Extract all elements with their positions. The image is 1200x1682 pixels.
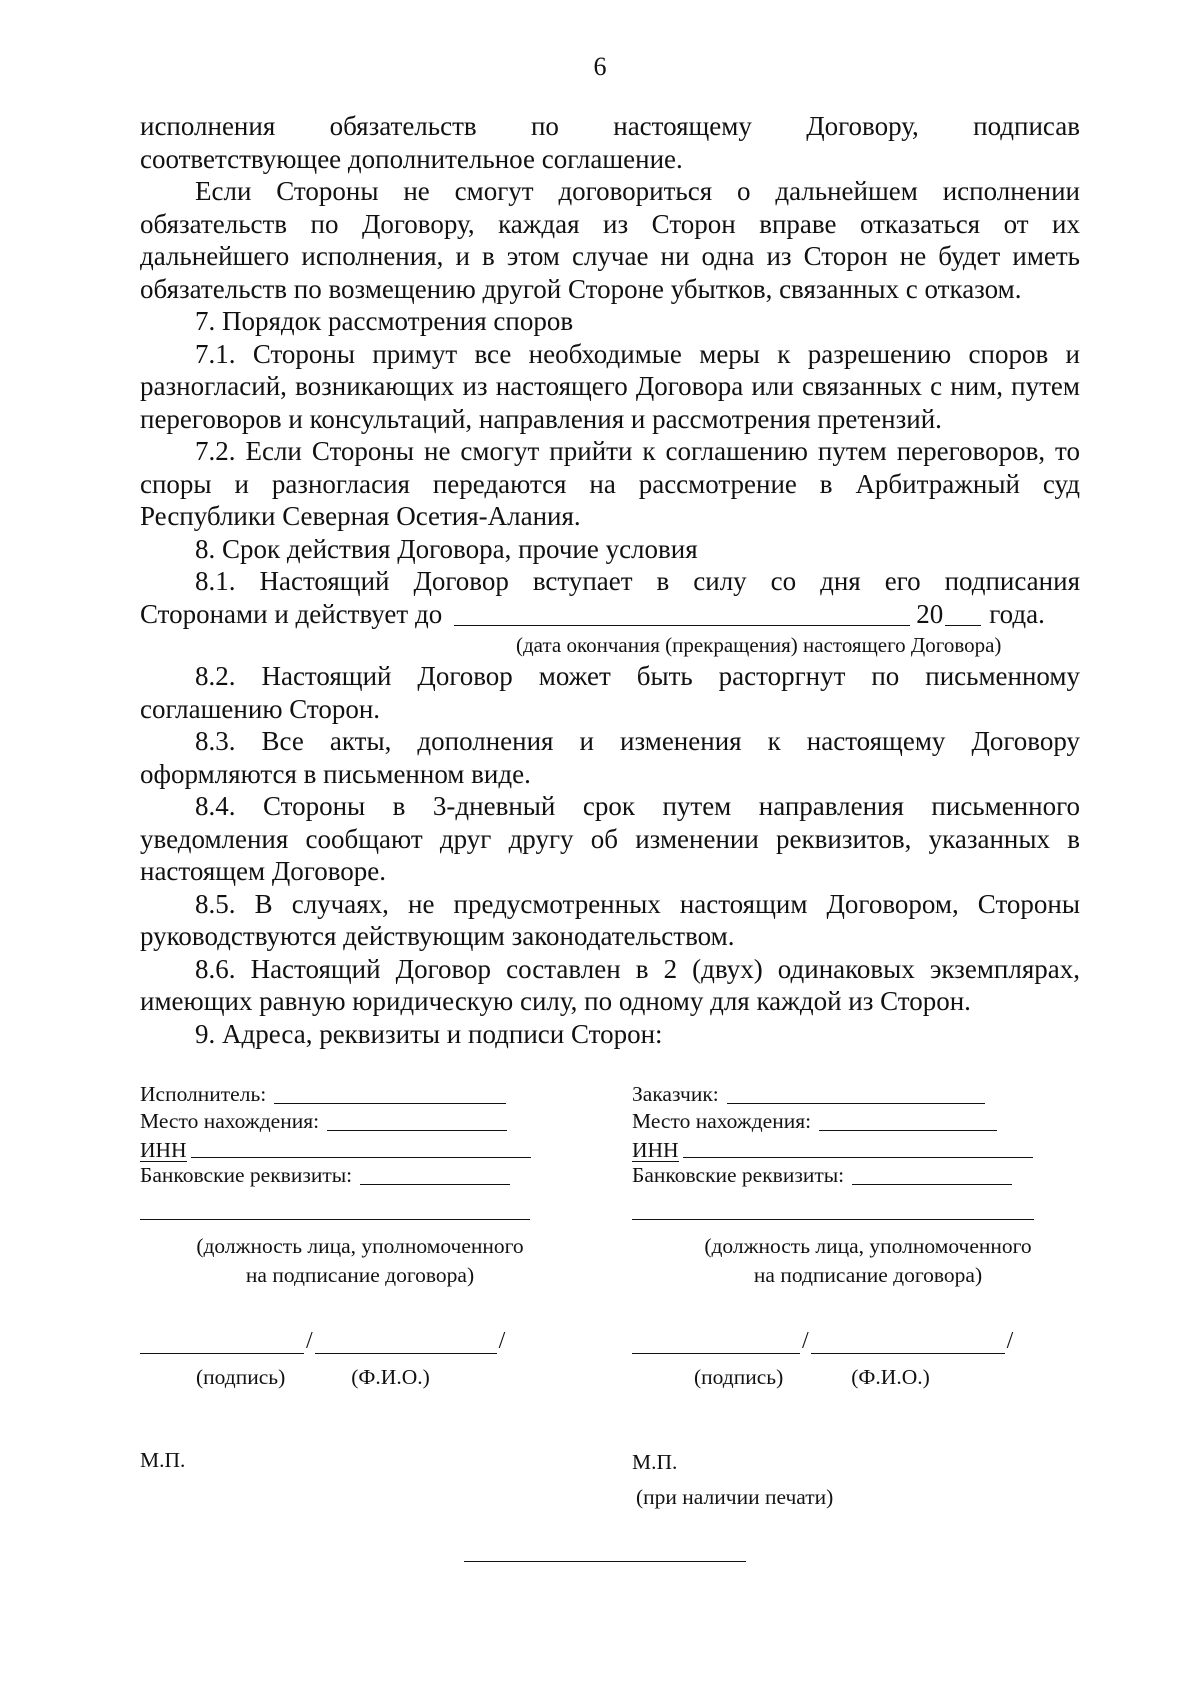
word: обязательств bbox=[329, 111, 477, 141]
page-number: 6 bbox=[593, 52, 607, 81]
clause-8-1-line1: 8.1. Настоящий Договор вступает в силу со дня его подписания bbox=[195, 566, 1080, 596]
executor-bank-row bbox=[140, 1162, 580, 1189]
until-label: Сторонами и действует до bbox=[140, 598, 443, 629]
year-suffix: года. bbox=[989, 598, 1045, 629]
executor-inn-row bbox=[140, 1135, 580, 1162]
customer-position-caption-line2: на подписание договора) bbox=[753, 1263, 983, 1287]
executor-stamp-label: М.П. bbox=[140, 1448, 186, 1472]
slash: / bbox=[1006, 1328, 1014, 1354]
clause-8-3: 8.3. Все акты, дополнения и изменения к настоящему Договору оформляются в письменном виде. bbox=[140, 726, 1080, 789]
clause-8-4: 8.4. Стороны в 3-дневный срок путем направления письменного уведомления сообщают друг другу об изменении реквизитов, указанных в настоящем Договоре. bbox=[140, 791, 1080, 886]
customer-name-blank[interactable] bbox=[727, 1083, 985, 1104]
section-9-title: 9. Адреса, реквизиты и подписи Сторон: bbox=[195, 1018, 663, 1049]
paragraph-continuation-line2: соответствующее дополнительное соглашение. bbox=[140, 143, 683, 174]
word: по bbox=[530, 111, 559, 141]
executor-location-row bbox=[140, 1108, 580, 1135]
end-date-blank[interactable] bbox=[454, 601, 910, 626]
executor-location-blank[interactable] bbox=[327, 1110, 507, 1131]
customer-name-row bbox=[632, 1081, 1072, 1108]
customer-signature-block bbox=[632, 1081, 1072, 1511]
customer-bank-label: Банковские реквизиты: bbox=[632, 1163, 845, 1187]
slash: / bbox=[802, 1328, 809, 1354]
clause-8-6: 8.6. Настоящий Договор составлен в 2 (двух) одинаковых экземплярах, имеющих равную юридическую силу, по одному для каждой из Сторон. bbox=[140, 953, 1080, 1016]
clause-8-1-until-row bbox=[140, 598, 1080, 631]
clause-7-1: 7.1. Стороны примут все необходимые меры к разрешению споров и разногласий, возникающих из настоящего Договора или связанных с ним, путем переговоров и консультаций, направления и рассмотрения претензий. bbox=[140, 338, 1080, 434]
word: исполнения bbox=[140, 111, 276, 141]
word: Договору, bbox=[806, 111, 919, 141]
executor-name-blank[interactable] bbox=[274, 1083, 506, 1104]
customer-location-blank[interactable] bbox=[819, 1110, 997, 1131]
executor-signature-blank[interactable] bbox=[140, 1327, 304, 1354]
paragraph-refusal: Если Стороны не смогут договориться о дальнейшем исполнении обязательств по Договору, каждая из Сторон вправе отказаться от их дальнейшего исполнения, и в этом случае ни одна из Сторон не будет иметь обязательств по возмещению другой Стороне убытков, связанных с отказом. bbox=[140, 176, 1080, 304]
contract-body bbox=[140, 110, 1080, 1050]
executor-signature-block bbox=[140, 1081, 580, 1474]
customer-fio-blank[interactable] bbox=[811, 1327, 1005, 1354]
executor-fio-blank[interactable] bbox=[315, 1327, 497, 1354]
customer-inn-blank[interactable] bbox=[683, 1137, 1033, 1158]
executor-bank-label: Банковские реквизиты: bbox=[140, 1163, 353, 1187]
customer-stamp-label: М.П. bbox=[632, 1450, 678, 1474]
executor-label: Исполнитель: bbox=[140, 1082, 267, 1106]
customer-label: Заказчик: bbox=[632, 1082, 719, 1106]
customer-position-caption bbox=[632, 1232, 1104, 1290]
customer-position-caption-line1: (должность лица, уполномоченного bbox=[704, 1234, 1032, 1258]
executor-sign-captions bbox=[140, 1364, 580, 1391]
clause-8-2: 8.2. Настоящий Договор может быть расторгнут по письменному соглашению Сторон. bbox=[140, 661, 1080, 724]
customer-sign-row bbox=[632, 1324, 1072, 1354]
executor-bank-blank[interactable] bbox=[360, 1164, 510, 1185]
year-blank[interactable] bbox=[945, 601, 981, 626]
customer-location-row bbox=[632, 1108, 1072, 1135]
executor-inn-label: ИНН bbox=[140, 1138, 187, 1162]
customer-fio-caption: (Ф.И.О.) bbox=[851, 1365, 930, 1389]
customer-inn-label: ИНН bbox=[632, 1138, 679, 1162]
customer-position-blank[interactable] bbox=[632, 1193, 1034, 1220]
customer-signature-caption: (подпись) bbox=[694, 1365, 784, 1389]
clause-7-2: 7.2. Если Стороны не смогут прийти к соглашению путем переговоров, то споры и разногласия передаются на рассмотрение в Арбитражный суд Республики Северная Осетия-Алания. bbox=[140, 436, 1080, 531]
executor-sign-row bbox=[140, 1324, 580, 1354]
executor-name-row bbox=[140, 1081, 580, 1108]
document-end-rule bbox=[464, 1561, 746, 1562]
customer-inn-row bbox=[632, 1135, 1072, 1162]
section-7-title: 7. Порядок рассмотрения споров bbox=[195, 306, 574, 336]
year-prefix: 20 bbox=[916, 598, 944, 629]
executor-inn-blank[interactable] bbox=[191, 1137, 531, 1158]
executor-location-label: Место нахождения: bbox=[140, 1109, 320, 1133]
paragraph-continuation-line1 bbox=[140, 110, 1080, 143]
end-date-caption: (дата окончания (прекращения) настоящего Договора) bbox=[516, 633, 1002, 657]
clause-8-5: 8.5. В случаях, не предусмотренных настоящим Договором, Стороны руководствуются действующим законодательством. bbox=[140, 888, 1080, 951]
word: подписав bbox=[973, 111, 1080, 141]
section-8-title: 8. Срок действия Договора, прочие условия bbox=[195, 533, 698, 564]
slash: / bbox=[306, 1328, 313, 1354]
slash: / bbox=[498, 1328, 506, 1354]
executor-position-caption-line2: на подписание договора) bbox=[245, 1263, 475, 1287]
customer-sign-captions bbox=[632, 1364, 1072, 1391]
executor-position-blank[interactable] bbox=[140, 1193, 530, 1220]
customer-signature-blank[interactable] bbox=[632, 1327, 800, 1354]
customer-stamp-note: (при наличии печати) bbox=[636, 1485, 834, 1509]
customer-location-label: Место нахождения: bbox=[632, 1109, 812, 1133]
word: настоящему bbox=[613, 111, 752, 141]
executor-position-caption bbox=[140, 1232, 580, 1290]
executor-fio-caption: (Ф.И.О.) bbox=[351, 1365, 430, 1389]
customer-bank-blank[interactable] bbox=[852, 1164, 1012, 1185]
executor-signature-caption: (подпись) bbox=[196, 1365, 286, 1389]
executor-position-caption-line1: (должность лица, уполномоченного bbox=[196, 1234, 524, 1258]
customer-bank-row bbox=[632, 1162, 1072, 1189]
